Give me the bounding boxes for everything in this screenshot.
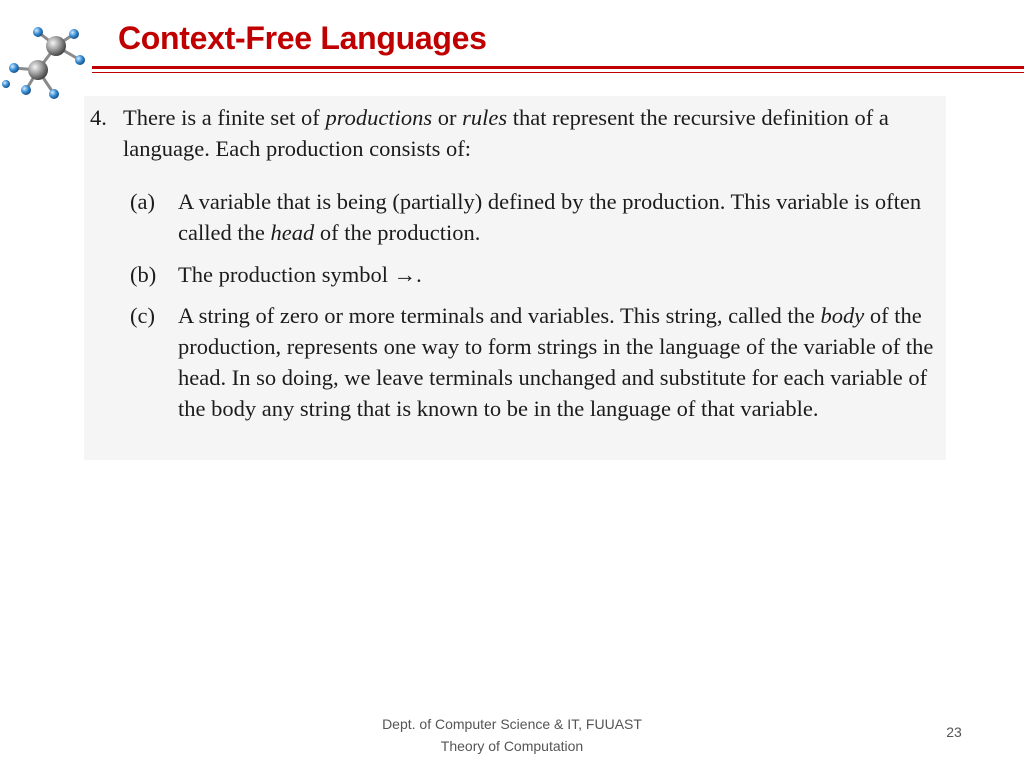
footer-dept: Dept. of Computer Science & IT, FUUAST <box>382 716 642 732</box>
page-number: 23 <box>946 724 962 740</box>
item-text-part: or <box>432 105 463 130</box>
subitem-text <box>178 186 940 248</box>
subitem-label: (b) <box>130 262 157 287</box>
item-text-part: There is a finite set of <box>123 105 326 130</box>
item-number: 4. <box>90 105 107 130</box>
content-panel <box>84 96 946 460</box>
subitem-text-part: of the production. <box>314 220 481 245</box>
list-item-4 <box>90 102 940 164</box>
slide-title: Context-Free Languages <box>118 20 487 56</box>
subitem-a <box>130 186 940 248</box>
subitem-c <box>130 300 940 424</box>
term-body: body <box>820 303 865 328</box>
footer <box>312 713 712 757</box>
subitem-text-part: of the production, represents one way to form strings in the language of the variable of the head. In so doing, we leave terminals unchanged and substitute for each variable of the body any string that is known to be in the language of that variable. <box>178 303 934 421</box>
molecule-icon <box>0 16 96 104</box>
subitem-text <box>178 300 940 424</box>
molecule-logo <box>0 16 96 104</box>
subitem-label: (a) <box>130 189 155 214</box>
title-underline <box>92 66 1024 69</box>
subitem-label: (c) <box>130 303 155 328</box>
item-text-part: that represent the recursive definition of a language. Each production consists of: <box>123 105 889 161</box>
subitem-text: The production symbol →. <box>178 262 422 287</box>
subitem-text-part: A string of zero or more terminals and variables. This string, called the <box>178 303 821 328</box>
subitem-text-part: A variable that is being (partially) defined by the production. This variable is often called the <box>178 189 922 245</box>
item-text <box>123 102 940 164</box>
subitem-b <box>130 259 940 290</box>
footer-course: Theory of Computation <box>440 738 584 754</box>
term-rules: rules <box>462 105 508 130</box>
term-productions: productions <box>325 105 433 130</box>
term-head: head <box>270 220 315 245</box>
title-underline-thin <box>92 72 1024 73</box>
